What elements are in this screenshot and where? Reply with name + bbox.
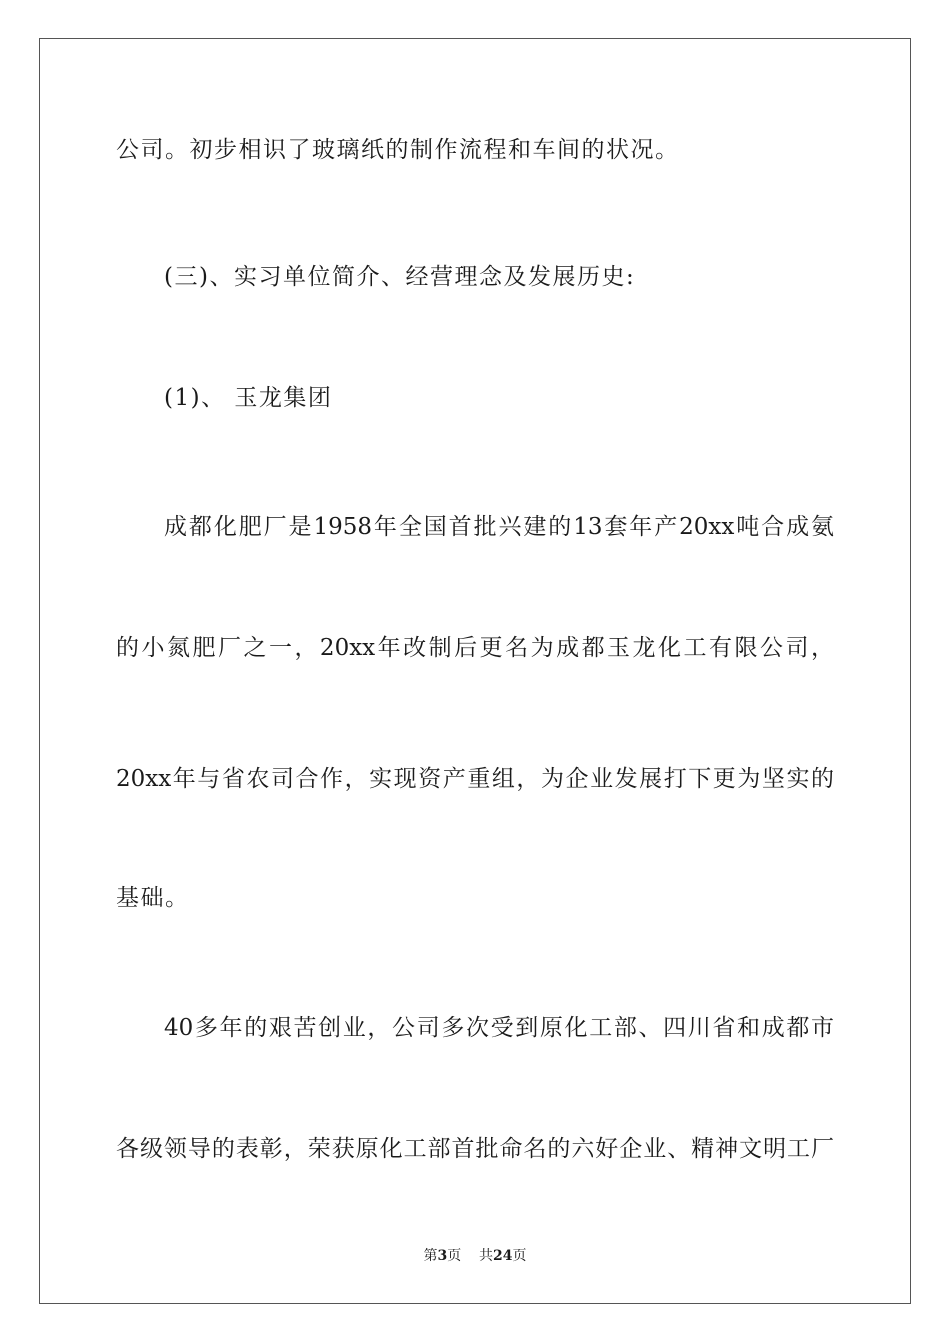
section-heading-3: (三)、实习单位简介、经营理念及发展历史: bbox=[164, 264, 636, 290]
text-line-p4-2: 的小氮肥厂之一，20xx年改制后更名为成都玉龙化工有限公司， bbox=[116, 635, 834, 661]
footer-page-number: 3 bbox=[437, 1248, 448, 1264]
footer-total-suffix: 页 bbox=[512, 1248, 527, 1264]
text-line-p4-4: 基础。 bbox=[116, 885, 190, 911]
footer-page-suffix: 页 bbox=[447, 1248, 462, 1264]
page-border bbox=[39, 38, 911, 1304]
text-line-p4-3: 20xx年与省农司合作，实现资产重组，为企业发展打下更为坚实的 bbox=[116, 766, 834, 792]
text-line-p5-1: 40多年的艰苦创业，公司多次受到原化工部、四川省和成都市 bbox=[164, 1015, 834, 1041]
subsection-heading-1: (1)、 玉龙集团 bbox=[164, 385, 333, 411]
footer-total-prefix: 共 bbox=[479, 1248, 494, 1264]
text-line-p5-2: 各级领导的表彰，荣获原化工部首批命名的六好企业、精神文明工厂 bbox=[116, 1136, 834, 1162]
footer-total-pages: 24 bbox=[493, 1248, 513, 1264]
page-footer bbox=[0, 1246, 950, 1266]
text-line-p4-1: 成都化肥厂是1958年全国首批兴建的13套年产20xx吨合成氨 bbox=[164, 514, 834, 540]
footer-page-prefix: 第 bbox=[423, 1248, 438, 1264]
text-line-p1-1: 公司。初步相识了玻璃纸的制作流程和车间的状况。 bbox=[116, 137, 680, 163]
